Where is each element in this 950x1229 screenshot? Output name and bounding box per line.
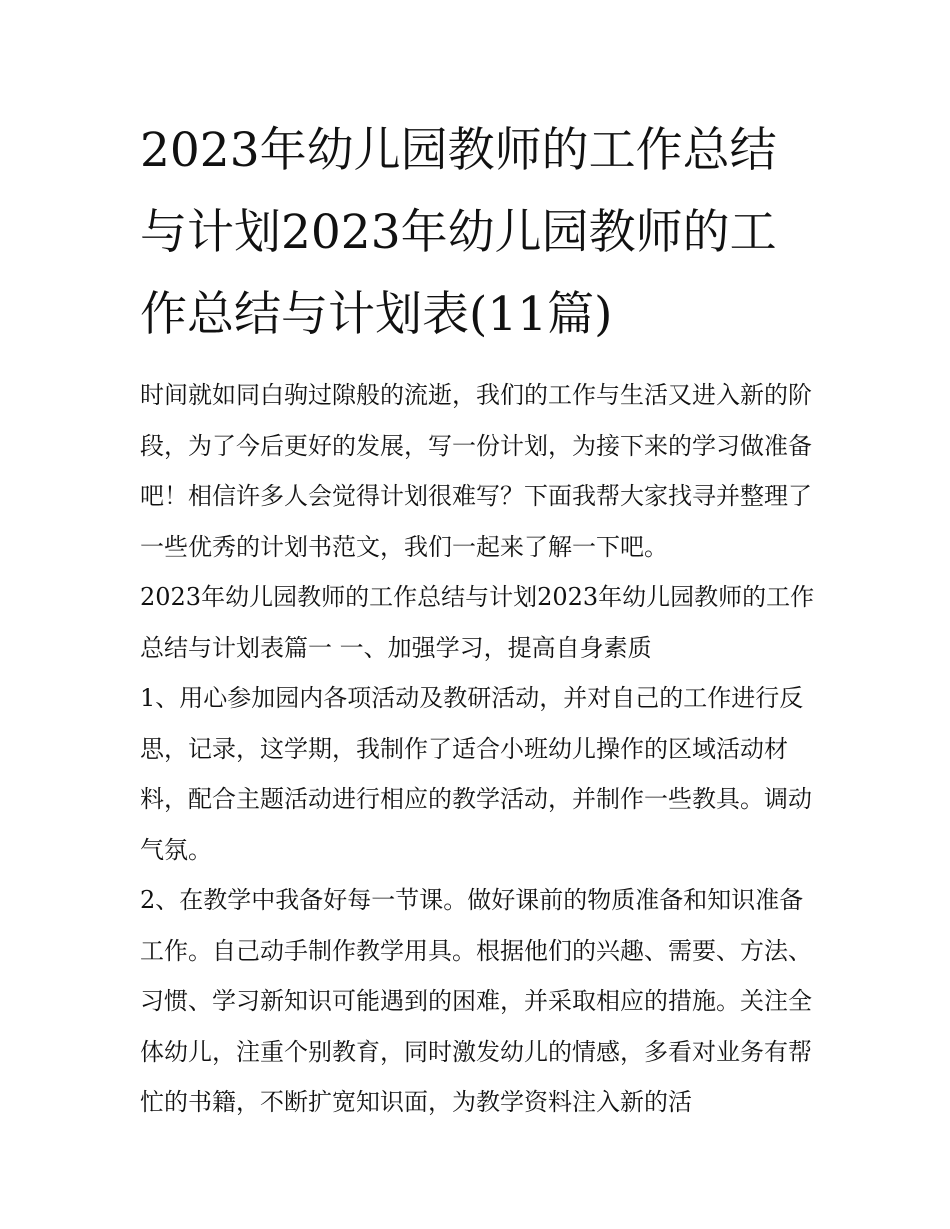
- document-title: 2023年幼儿园教师的工作总结与计划2023年幼儿园教师的工作总结与计划表(11篇): [140, 123, 777, 342]
- paragraph-item-2: 2、在教学中我备好每一节课。做好课前的物质准备和知识准备工作。自己动手制作教学用具。根据他们的兴趣、需要、方法、习惯、学习新知识可能遇到的困难，并采取相应的措施。关注全体幼儿，注重个别教育，同时激发幼儿的情感，多看对业务有帮忙的书籍，不断扩宽知识面，为教学资料注入新的活: [140, 886, 812, 1116]
- document-page: [140, 110, 820, 1128]
- paragraph-section-heading: 2023年幼儿园教师的工作总结与计划2023年幼儿园教师的工作总结与计划表篇一 一、加强学习，提高自身素质: [140, 583, 815, 662]
- paragraph-intro: 时间就如同白驹过隙般的流逝，我们的工作与生活又进入新的阶段，为了今后更好的发展，写一份计划，为接下来的学习做准备吧！相信许多人会觉得计划很难写？下面我帮大家找寻并整理了一些优秀的计划书范文，我们一起来了解一下吧。: [140, 381, 812, 561]
- paragraph-item-1: 1、用心参加园内各项活动及教研活动，并对自己的工作进行反思，记录，这学期，我制作了适合小班幼儿操作的区域活动材料，配合主题活动进行相应的教学活动，并制作一些教具。调动气氛。: [140, 684, 812, 864]
- document-body: [140, 370, 820, 1128]
